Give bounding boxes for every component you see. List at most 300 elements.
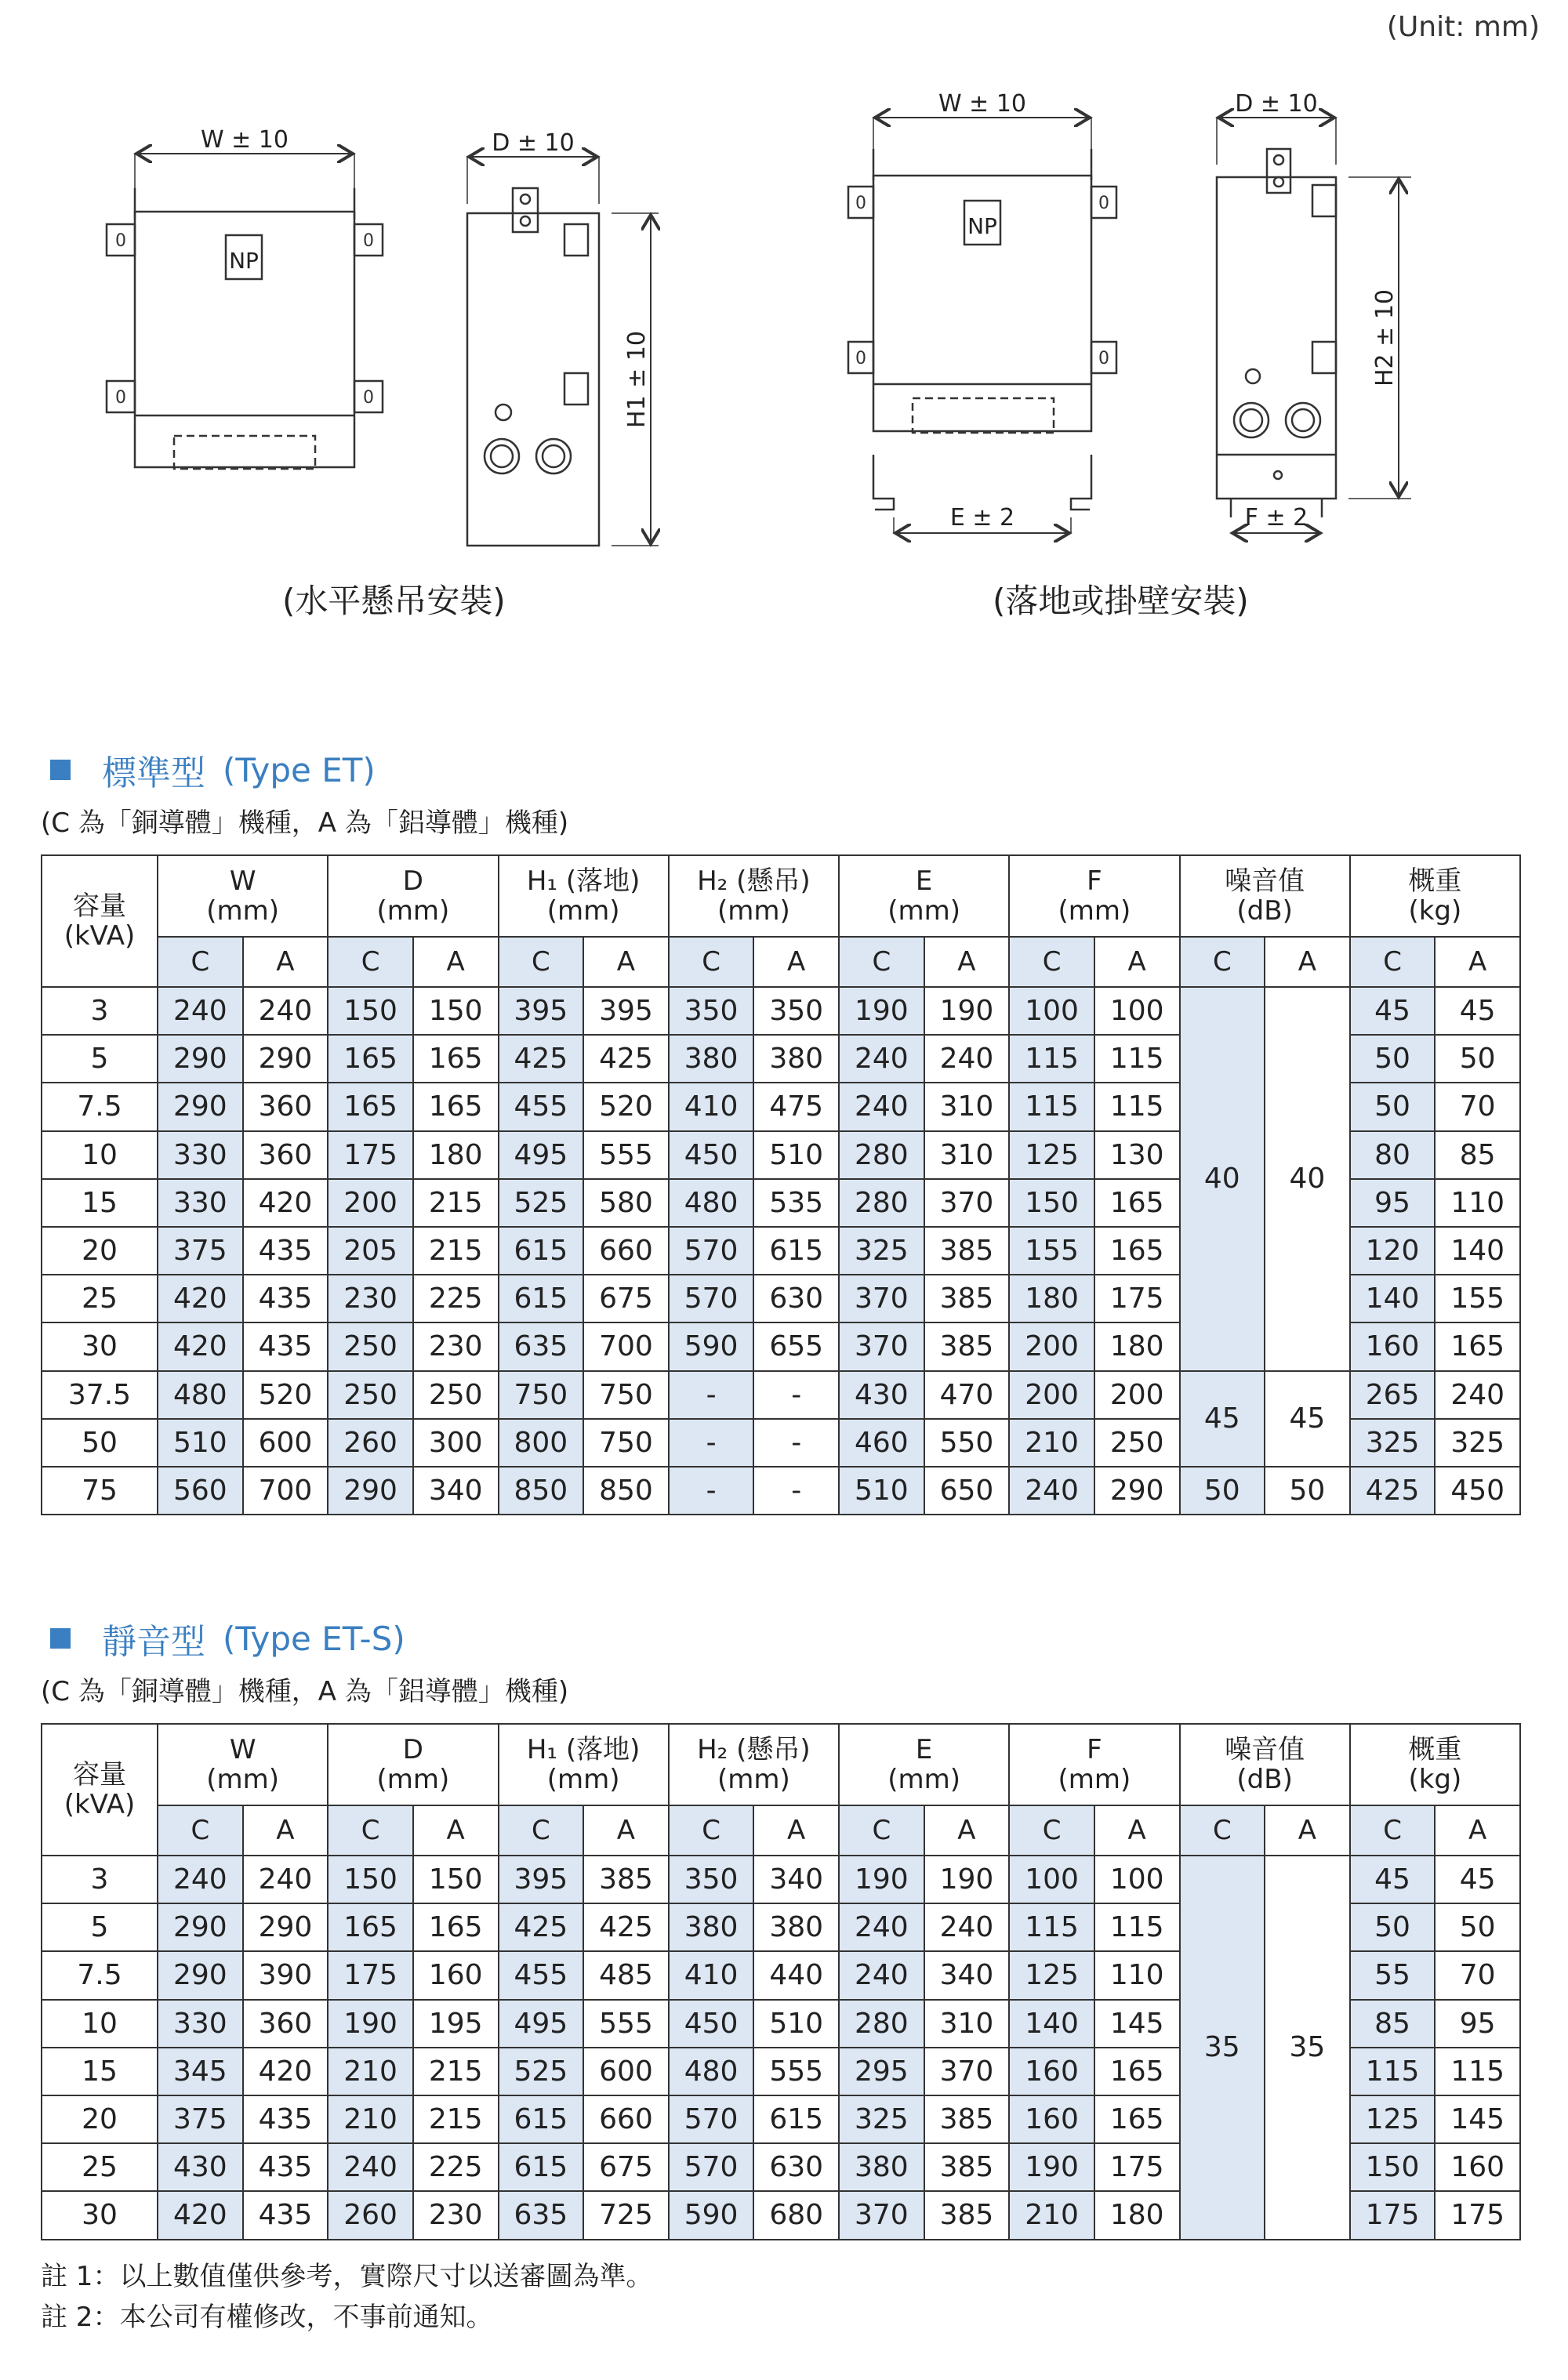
value-cell: 345 xyxy=(158,2048,243,2095)
value-cell: 200 xyxy=(328,1179,413,1227)
left-nameplate-label: NP xyxy=(229,248,259,274)
capacity-cell: 50 xyxy=(42,1419,158,1467)
weight-c-cell: 175 xyxy=(1350,2191,1436,2239)
value-cell: 850 xyxy=(499,1467,584,1515)
value-cell: 425 xyxy=(583,1903,669,1951)
noise-c-cell: 50 xyxy=(1180,1467,1265,1515)
weight-a-cell: 450 xyxy=(1435,1467,1520,1515)
value-cell: 240 xyxy=(243,1856,328,1903)
value-cell: 330 xyxy=(158,1179,243,1227)
value-cell: 240 xyxy=(839,1903,924,1951)
value-cell: 225 xyxy=(413,2143,499,2191)
weight-c-cell: 45 xyxy=(1350,1856,1436,1903)
value-cell: 395 xyxy=(583,987,669,1035)
right-front-view xyxy=(848,118,1116,533)
value-cell: 250 xyxy=(328,1371,413,1419)
noise-a-cell: 45 xyxy=(1265,1371,1350,1467)
standard-section-title: 標準型 (Type ET) xyxy=(50,745,376,795)
value-cell: 615 xyxy=(753,2095,839,2143)
value-cell: 240 xyxy=(1009,1467,1094,1515)
value-cell: 380 xyxy=(839,2143,924,2191)
value-cell: 510 xyxy=(839,1467,924,1515)
value-cell: 190 xyxy=(839,987,924,1035)
right-f-label: F ± 2 xyxy=(1244,504,1308,532)
value-cell: 370 xyxy=(839,1275,924,1322)
right-depth-label: D ± 10 xyxy=(1235,90,1318,118)
value-cell: 480 xyxy=(669,2048,754,2095)
header-weight-a: A xyxy=(1435,1805,1520,1856)
value-cell: 190 xyxy=(839,1856,924,1903)
header-w: W (mm) xyxy=(158,1724,328,1805)
value-cell: 425 xyxy=(499,1035,584,1083)
value-cell: 630 xyxy=(753,1275,839,1322)
weight-a-cell: 70 xyxy=(1435,1083,1520,1130)
value-cell: 240 xyxy=(243,987,328,1035)
value-cell: 240 xyxy=(924,1903,1010,1951)
value-cell: 700 xyxy=(243,1467,328,1515)
value-cell: 210 xyxy=(1009,2191,1094,2239)
value-cell: 215 xyxy=(413,2048,499,2095)
noise-a-cell: 50 xyxy=(1265,1467,1350,1515)
value-cell: 115 xyxy=(1094,1035,1180,1083)
weight-c-cell: 120 xyxy=(1350,1227,1436,1275)
value-cell: 230 xyxy=(413,1322,499,1370)
value-cell: 470 xyxy=(924,1371,1010,1419)
svg-text:0: 0 xyxy=(363,388,374,408)
value-cell: 435 xyxy=(243,2143,328,2191)
value-cell: 375 xyxy=(158,2095,243,2143)
noise-a-cell: 40 xyxy=(1265,987,1350,1371)
value-cell: 165 xyxy=(328,1903,413,1951)
value-cell: 260 xyxy=(328,2191,413,2239)
left-height-label: H1 ± 10 xyxy=(623,330,651,429)
table-row xyxy=(42,987,1520,1035)
value-cell: 290 xyxy=(158,1035,243,1083)
value-cell: 115 xyxy=(1009,1083,1094,1130)
right-e-label: E ± 2 xyxy=(949,504,1015,532)
value-cell: 485 xyxy=(583,1951,669,1999)
value-cell: 280 xyxy=(839,1179,924,1227)
value-cell: 435 xyxy=(243,2191,328,2239)
header-h2: H₂ (懸吊) (mm) xyxy=(669,855,839,937)
value-cell: 570 xyxy=(669,2095,754,2143)
value-cell: 115 xyxy=(1009,1035,1094,1083)
capacity-cell: 25 xyxy=(42,2143,158,2191)
value-cell: 410 xyxy=(669,1951,754,1999)
value-cell: 290 xyxy=(243,1903,328,1951)
value-cell: 125 xyxy=(1009,1951,1094,1999)
value-cell: 675 xyxy=(583,1275,669,1322)
capacity-cell: 5 xyxy=(42,1903,158,1951)
weight-c-cell: 85 xyxy=(1350,2000,1436,2048)
value-cell: 660 xyxy=(583,2095,669,2143)
silent-section-title: 靜音型 (Type ET-S) xyxy=(50,1613,405,1663)
header-e-c: C xyxy=(839,1805,924,1856)
value-cell: 175 xyxy=(1094,2143,1180,2191)
value-cell: 800 xyxy=(499,1419,584,1467)
value-cell: 360 xyxy=(243,1083,328,1130)
value-cell: 450 xyxy=(669,2000,754,2048)
value-cell: 560 xyxy=(158,1467,243,1515)
header-e-a: A xyxy=(924,1805,1010,1856)
value-cell: 165 xyxy=(413,1035,499,1083)
value-cell: 385 xyxy=(924,2143,1010,2191)
value-cell: 115 xyxy=(1009,1903,1094,1951)
square-bullet-icon xyxy=(50,760,71,780)
weight-c-cell: 45 xyxy=(1350,987,1436,1035)
value-cell: 750 xyxy=(583,1419,669,1467)
value-cell: 190 xyxy=(924,1856,1010,1903)
svg-text:0: 0 xyxy=(115,388,126,408)
value-cell: 450 xyxy=(669,1131,754,1179)
weight-a-cell: 145 xyxy=(1435,2095,1520,2143)
value-cell: 680 xyxy=(753,2191,839,2239)
weight-a-cell: 45 xyxy=(1435,987,1520,1035)
value-cell: 310 xyxy=(924,2000,1010,2048)
value-cell: 240 xyxy=(328,2143,413,2191)
value-cell: 420 xyxy=(158,1322,243,1370)
value-cell: 360 xyxy=(243,1131,328,1179)
footnote-2: 註 2：本公司有權修改，不事前通知。 xyxy=(41,2302,493,2333)
header-f: F (mm) xyxy=(1009,855,1179,937)
header-noise: 噪音值 (dB) xyxy=(1180,855,1350,937)
value-cell: 420 xyxy=(243,1179,328,1227)
value-cell: 240 xyxy=(839,1083,924,1130)
value-cell: 175 xyxy=(328,1951,413,1999)
weight-a-cell: 165 xyxy=(1435,1322,1520,1370)
svg-text:0: 0 xyxy=(363,231,374,251)
value-cell: 460 xyxy=(839,1419,924,1467)
value-cell: 615 xyxy=(499,1227,584,1275)
value-cell: 525 xyxy=(499,1179,584,1227)
weight-c-cell: 55 xyxy=(1350,1951,1436,1999)
value-cell: - xyxy=(753,1467,839,1515)
header-noise-c: C xyxy=(1180,937,1265,987)
header-h2-c: C xyxy=(669,937,754,987)
value-cell: 310 xyxy=(924,1131,1010,1179)
value-cell: 370 xyxy=(839,1322,924,1370)
value-cell: 375 xyxy=(158,1227,243,1275)
value-cell: 180 xyxy=(1094,2191,1180,2239)
value-cell: 230 xyxy=(413,2191,499,2239)
svg-text:0: 0 xyxy=(1098,349,1109,368)
header-f-c: C xyxy=(1009,937,1094,987)
value-cell: 615 xyxy=(499,2143,584,2191)
value-cell: 165 xyxy=(1094,1227,1180,1275)
value-cell: 350 xyxy=(753,987,839,1035)
header-d-a: A xyxy=(413,937,499,987)
value-cell: 425 xyxy=(583,1035,669,1083)
value-cell: 155 xyxy=(1009,1227,1094,1275)
header-h1-c: C xyxy=(499,1805,584,1856)
capacity-cell: 10 xyxy=(42,2000,158,2048)
value-cell: 410 xyxy=(669,1083,754,1130)
value-cell: 330 xyxy=(158,1131,243,1179)
value-cell: 165 xyxy=(328,1083,413,1130)
weight-a-cell: 240 xyxy=(1435,1371,1520,1419)
capacity-cell: 15 xyxy=(42,2048,158,2095)
value-cell: 260 xyxy=(328,1419,413,1467)
value-cell: 385 xyxy=(924,2095,1010,2143)
value-cell: 380 xyxy=(669,1903,754,1951)
value-cell: 395 xyxy=(499,987,584,1035)
value-cell: - xyxy=(669,1467,754,1515)
value-cell: 205 xyxy=(328,1227,413,1275)
value-cell: 295 xyxy=(839,2048,924,2095)
value-cell: 370 xyxy=(924,1179,1010,1227)
value-cell: 495 xyxy=(499,1131,584,1179)
value-cell: 130 xyxy=(1094,1131,1180,1179)
value-cell: 290 xyxy=(158,1951,243,1999)
value-cell: 180 xyxy=(413,1131,499,1179)
value-cell: 380 xyxy=(753,1035,839,1083)
svg-text:0: 0 xyxy=(855,194,866,213)
left-depth-label: D ± 10 xyxy=(492,129,575,157)
value-cell: 165 xyxy=(1094,2095,1180,2143)
value-cell: 570 xyxy=(669,1275,754,1322)
noise-c-cell: 45 xyxy=(1180,1371,1265,1467)
value-cell: 250 xyxy=(413,1371,499,1419)
right-height-label: H2 ± 10 xyxy=(1371,288,1399,387)
value-cell: 520 xyxy=(583,1083,669,1130)
value-cell: 435 xyxy=(243,1322,328,1370)
value-cell: 850 xyxy=(583,1467,669,1515)
value-cell: 550 xyxy=(924,1419,1010,1467)
header-f-a: A xyxy=(1094,937,1180,987)
capacity-cell: 30 xyxy=(42,2191,158,2239)
header-h1-a: A xyxy=(583,1805,669,1856)
weight-a-cell: 110 xyxy=(1435,1179,1520,1227)
capacity-cell: 75 xyxy=(42,1467,158,1515)
header-h2-a: A xyxy=(753,1805,839,1856)
weight-a-cell: 325 xyxy=(1435,1419,1520,1467)
header-w-a: A xyxy=(243,937,328,987)
value-cell: 350 xyxy=(669,1856,754,1903)
value-cell: 190 xyxy=(328,2000,413,2048)
value-cell: 385 xyxy=(924,1322,1010,1370)
value-cell: 570 xyxy=(669,1227,754,1275)
value-cell: 325 xyxy=(839,1227,924,1275)
value-cell: 190 xyxy=(924,987,1010,1035)
weight-a-cell: 70 xyxy=(1435,1951,1520,1999)
value-cell: 190 xyxy=(1009,2143,1094,2191)
weight-c-cell: 80 xyxy=(1350,1131,1436,1179)
value-cell: 200 xyxy=(1009,1371,1094,1419)
weight-c-cell: 425 xyxy=(1350,1467,1436,1515)
svg-text:0: 0 xyxy=(1098,194,1109,213)
value-cell: 175 xyxy=(328,1131,413,1179)
header-h1: H₁ (落地) (mm) xyxy=(499,855,669,937)
value-cell: 240 xyxy=(839,1035,924,1083)
value-cell: 110 xyxy=(1094,1951,1180,1999)
value-cell: 230 xyxy=(328,1275,413,1322)
svg-text:0: 0 xyxy=(115,231,126,251)
value-cell: 635 xyxy=(499,1322,584,1370)
value-cell: - xyxy=(669,1371,754,1419)
left-front-view xyxy=(107,154,383,469)
value-cell: 750 xyxy=(499,1371,584,1419)
header-h1-a: A xyxy=(583,937,669,987)
value-cell: 510 xyxy=(753,1131,839,1179)
capacity-cell: 7.5 xyxy=(42,1951,158,1999)
value-cell: 395 xyxy=(499,1856,584,1903)
value-cell: 635 xyxy=(499,2191,584,2239)
capacity-cell: 10 xyxy=(42,1131,158,1179)
header-weight: 概重 (kg) xyxy=(1350,855,1520,937)
value-cell: 435 xyxy=(243,1275,328,1322)
value-cell: 675 xyxy=(583,2143,669,2191)
capacity-cell: 37.5 xyxy=(42,1371,158,1419)
weight-c-cell: 95 xyxy=(1350,1179,1436,1227)
value-cell: 165 xyxy=(1094,2048,1180,2095)
header-e-a: A xyxy=(924,937,1010,987)
value-cell: 215 xyxy=(413,2095,499,2143)
value-cell: 525 xyxy=(499,2048,584,2095)
header-e-c: C xyxy=(839,937,924,987)
capacity-cell: 15 xyxy=(42,1179,158,1227)
value-cell: 390 xyxy=(243,1951,328,1999)
capacity-cell: 20 xyxy=(42,2095,158,2143)
table-row xyxy=(42,1467,1520,1515)
footnote-1: 註 1：以上數值僅供參考，實際尺寸以送審圖為準。 xyxy=(41,2261,653,2292)
value-cell: 160 xyxy=(1009,2048,1094,2095)
weight-c-cell: 150 xyxy=(1350,2143,1436,2191)
value-cell: 380 xyxy=(753,1903,839,1951)
header-noise-c: C xyxy=(1180,1805,1265,1856)
footnotes xyxy=(41,2256,652,2338)
value-cell: 100 xyxy=(1009,1856,1094,1903)
value-cell: 580 xyxy=(583,1179,669,1227)
value-cell: 385 xyxy=(924,1275,1010,1322)
value-cell: 225 xyxy=(413,1275,499,1322)
header-d-a: A xyxy=(413,1805,499,1856)
value-cell: 535 xyxy=(753,1179,839,1227)
right-nameplate-label: NP xyxy=(967,213,997,239)
value-cell: 660 xyxy=(583,1227,669,1275)
value-cell: 300 xyxy=(413,1419,499,1467)
value-cell: 160 xyxy=(413,1951,499,1999)
svg-text:0: 0 xyxy=(855,349,866,368)
header-e: E (mm) xyxy=(839,1724,1009,1805)
silent-spec-table xyxy=(41,1723,1521,2240)
value-cell: 475 xyxy=(753,1083,839,1130)
value-cell: 455 xyxy=(499,1083,584,1130)
value-cell: 250 xyxy=(328,1322,413,1370)
capacity-cell: 25 xyxy=(42,1275,158,1322)
value-cell: 510 xyxy=(753,2000,839,2048)
value-cell: 615 xyxy=(753,1227,839,1275)
value-cell: 600 xyxy=(583,2048,669,2095)
value-cell: 125 xyxy=(1009,1131,1094,1179)
value-cell: 240 xyxy=(924,1035,1010,1083)
value-cell: 430 xyxy=(839,1371,924,1419)
weight-c-cell: 50 xyxy=(1350,1903,1436,1951)
value-cell: 140 xyxy=(1009,2000,1094,2048)
value-cell: 555 xyxy=(583,1131,669,1179)
value-cell: 280 xyxy=(839,1131,924,1179)
capacity-cell: 20 xyxy=(42,1227,158,1275)
value-cell: 240 xyxy=(158,987,243,1035)
header-h1-c: C xyxy=(499,937,584,987)
header-h2-c: C xyxy=(669,1805,754,1856)
value-cell: 145 xyxy=(1094,2000,1180,2048)
value-cell: - xyxy=(753,1419,839,1467)
value-cell: 200 xyxy=(1094,1371,1180,1419)
value-cell: 240 xyxy=(839,1951,924,1999)
value-cell: 215 xyxy=(413,1179,499,1227)
header-weight: 概重 (kg) xyxy=(1350,1724,1520,1805)
weight-a-cell: 140 xyxy=(1435,1227,1520,1275)
value-cell: 650 xyxy=(924,1467,1010,1515)
value-cell: 290 xyxy=(158,1903,243,1951)
table-row xyxy=(42,1371,1520,1419)
value-cell: 290 xyxy=(243,1035,328,1083)
value-cell: 455 xyxy=(499,1951,584,1999)
header-weight-c: C xyxy=(1350,1805,1436,1856)
weight-c-cell: 125 xyxy=(1350,2095,1436,2143)
value-cell: 100 xyxy=(1094,987,1180,1035)
weight-a-cell: 175 xyxy=(1435,2191,1520,2239)
value-cell: 510 xyxy=(158,1419,243,1467)
value-cell: 165 xyxy=(413,1903,499,1951)
header-w-c: C xyxy=(158,1805,243,1856)
value-cell: 180 xyxy=(1094,1322,1180,1370)
header-d: D (mm) xyxy=(328,1724,498,1805)
value-cell: 590 xyxy=(669,1322,754,1370)
value-cell: 180 xyxy=(1009,1275,1094,1322)
value-cell: 615 xyxy=(499,2095,584,2143)
value-cell: 615 xyxy=(499,1275,584,1322)
unit-label: (Unit: mm) xyxy=(1386,11,1540,43)
value-cell: 380 xyxy=(669,1035,754,1083)
value-cell: 150 xyxy=(328,1856,413,1903)
value-cell: - xyxy=(669,1419,754,1467)
table-row xyxy=(42,1856,1520,1903)
value-cell: 520 xyxy=(243,1371,328,1419)
value-cell: 590 xyxy=(669,2191,754,2239)
header-capacity: 容量 (kVA) xyxy=(42,1724,158,1856)
value-cell: 160 xyxy=(1009,2095,1094,2143)
value-cell: 210 xyxy=(328,2048,413,2095)
value-cell: 420 xyxy=(158,1275,243,1322)
header-noise: 噪音值 (dB) xyxy=(1180,1724,1350,1805)
value-cell: 370 xyxy=(924,2048,1010,2095)
header-w-a: A xyxy=(243,1805,328,1856)
value-cell: 360 xyxy=(243,2000,328,2048)
value-cell: 600 xyxy=(243,1419,328,1467)
value-cell: 175 xyxy=(1094,1275,1180,1322)
header-f-a: A xyxy=(1094,1805,1180,1856)
value-cell: 655 xyxy=(753,1322,839,1370)
value-cell: 165 xyxy=(328,1035,413,1083)
value-cell: 570 xyxy=(669,2143,754,2191)
header-d-c: C xyxy=(328,1805,413,1856)
value-cell: 330 xyxy=(158,2000,243,2048)
value-cell: 150 xyxy=(1009,1179,1094,1227)
value-cell: 325 xyxy=(839,2095,924,2143)
header-noise-a: A xyxy=(1265,1805,1350,1856)
value-cell: 215 xyxy=(413,1227,499,1275)
weight-a-cell: 155 xyxy=(1435,1275,1520,1322)
header-weight-c: C xyxy=(1350,937,1436,987)
header-h1: H₁ (落地) (mm) xyxy=(499,1724,669,1805)
right-width-label: W ± 10 xyxy=(938,90,1027,118)
dimension-drawings xyxy=(0,47,1568,643)
header-h2-a: A xyxy=(753,937,839,987)
value-cell: 290 xyxy=(158,1083,243,1130)
value-cell: 440 xyxy=(753,1951,839,1999)
square-bullet-icon xyxy=(50,1628,71,1649)
